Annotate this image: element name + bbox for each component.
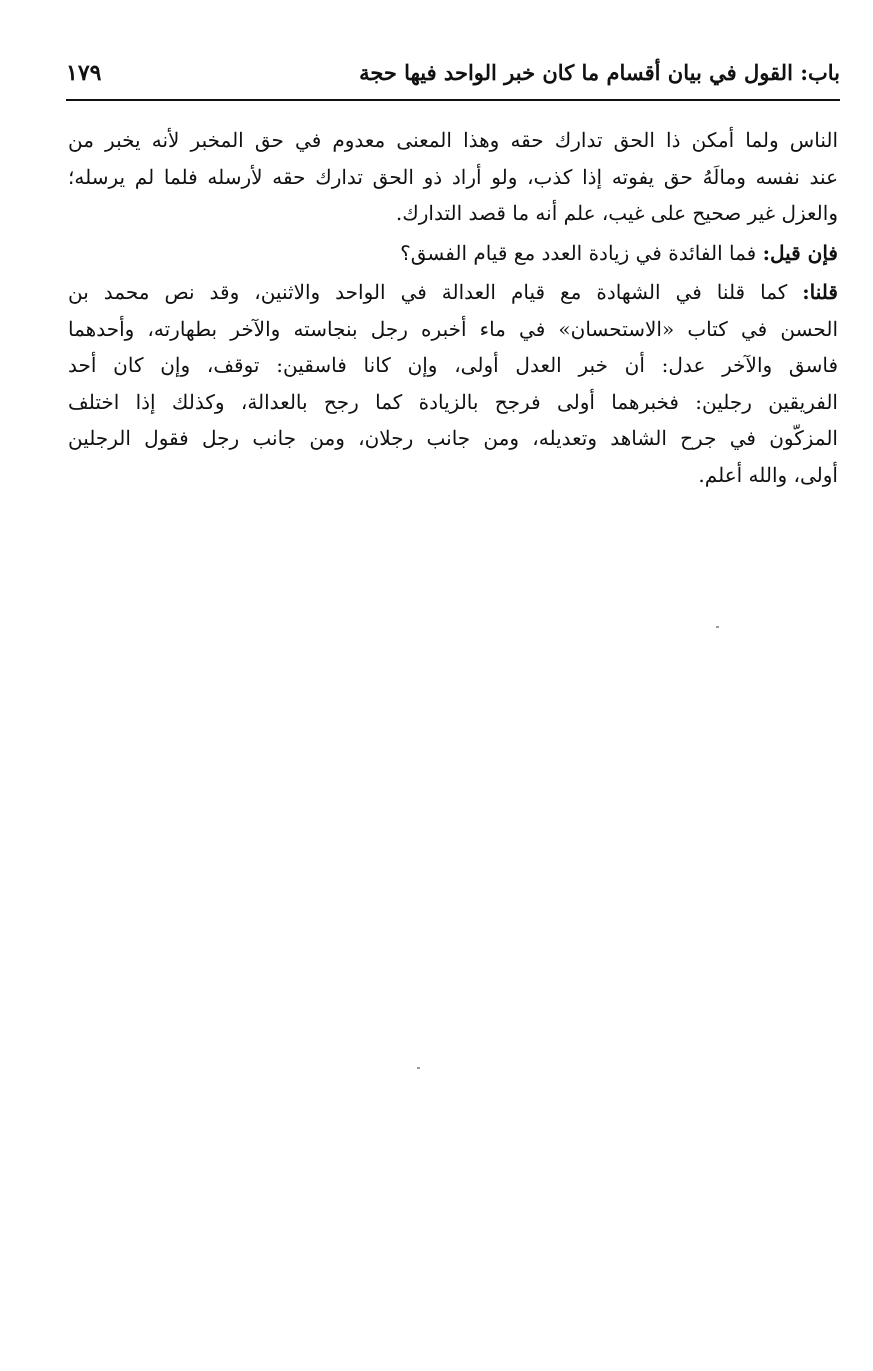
scan-speck [417,1067,420,1069]
text-line: الناس ولما أمكن ذا الحق تدارك حقه وهذا المعنى معدوم في حق المخبر لأنه يخبر من [68,128,838,152]
answer-label: قلنا: [802,280,838,304]
text-line: الفريقين رجلين: فخبرهما أولى فرجح بالزيادة كما رجح بالعدالة، وكذلك إذا اختلف [68,389,838,414]
page-body [68,122,838,493]
text-line: عند نفسه ومالَهُ حق يفوته إذا كذب، ولو أراد ذو الحق تدارك حقه لأرسله فلما لم يرسله؛ [68,164,838,189]
paragraph-2 [68,235,838,272]
text-line: والعزل غير صحيح على غيب، علم أنه ما قصد التدارك. [395,201,838,225]
question-label: فإن قيل: [762,240,838,265]
paragraph-1 [68,122,838,232]
text-line [68,235,838,272]
paragraph-3 [68,274,838,493]
question-text: فما الفائدة في زيادة العدد مع قيام الفسق؟ [400,240,757,265]
text-line [68,274,838,311]
text-line: الحسن في كتاب «الاستحسان» في ماء أخبره رجل بنجاسته والآخر بطهارته، وأحدهما [68,316,838,341]
text-line: فاسق والآخر عدل: أن خبر العدل أولى، وإن كانا فاسقين: توقف، وإن كان أحد [68,353,838,377]
text-line: أولى، والله أعلم. [698,462,838,487]
text-line: المزكّون في جرح الشاهد وتعديله، ومن جانب رجلان، ومن جانب رجل فقول الرجلين [68,426,838,450]
header-rule [66,99,840,101]
answer-text: كما قلنا في الشهادة مع قيام العدالة في الواحد والاثنين، وقد نص محمد بن [68,280,788,304]
running-title: باب: القول في بيان أقسام ما كان خبر الواحد فيها حجة [359,60,840,85]
page-number: ١٧٩ [66,60,102,86]
page-header [66,58,840,94]
scan-speck [716,626,719,628]
